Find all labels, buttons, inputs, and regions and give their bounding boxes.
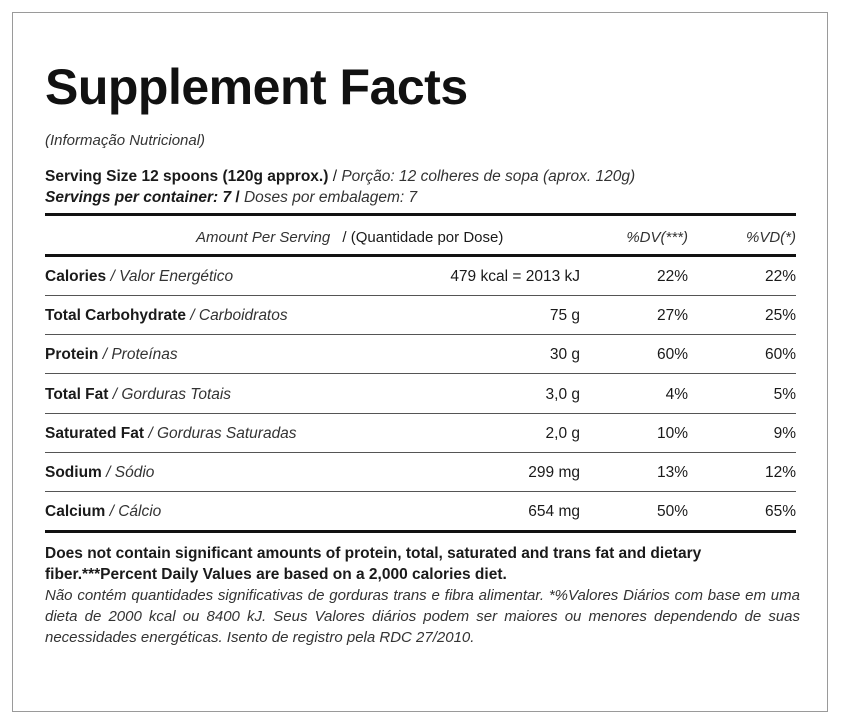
- nutrient-name: [45, 307, 288, 325]
- table-row: [45, 492, 796, 531]
- nutrient-vd: 12%: [764, 464, 796, 481]
- bottom-rule: [45, 530, 796, 533]
- nutrient-name-en: Calcium: [45, 503, 106, 521]
- nutrient-vd: 5%: [773, 385, 796, 403]
- nutrient-name-pt: / Valor Energético: [106, 268, 234, 285]
- servings-separator: /: [231, 189, 244, 206]
- serving-size: [45, 168, 635, 186]
- table-row: [45, 335, 796, 374]
- header-amount-pt: / (Quantidade por Dose): [342, 229, 504, 246]
- nutrient-dv: 60%: [656, 346, 688, 364]
- nutrient-dv: 50%: [656, 503, 688, 521]
- nutrient-name-pt: / Proteínas: [98, 346, 178, 364]
- nutrient-name-pt: / Cálcio: [105, 503, 162, 521]
- serving-size-en: Serving Size 12 spoons (120g approx.): [45, 168, 329, 185]
- nutrient-dv: 22%: [656, 268, 688, 285]
- table-row: [45, 296, 796, 335]
- nutrient-dv: 10%: [656, 424, 688, 442]
- nutrient-vd: 65%: [764, 503, 796, 521]
- nutrient-name: [45, 425, 297, 443]
- header-vd: %VD(*): [745, 229, 796, 246]
- table-row: [45, 257, 796, 296]
- nutrient-amount: 2,0 g: [545, 424, 580, 442]
- serving-size-separator: /: [328, 168, 342, 185]
- nutrient-amount: 299 mg: [528, 464, 580, 481]
- nutrient-amount: 654 mg: [528, 503, 580, 521]
- nutrient-name-pt: / Carboidratos: [185, 307, 288, 325]
- nutrient-name-en: Calories: [45, 268, 107, 285]
- nutrient-dv: 13%: [656, 464, 688, 481]
- nutrient-name-en: Protein: [45, 346, 99, 364]
- footnote-english: Does not contain significant amounts of protein, total, saturated and trans fat and dietary fiber.***Percent Daily Values are based on a 2,000 calories diet.: [45, 545, 702, 583]
- nutrient-name: [45, 464, 154, 482]
- nutrient-amount: 3,0 g: [545, 385, 580, 403]
- nutrient-vd: 9%: [773, 424, 796, 442]
- header-amount: [196, 229, 503, 249]
- nutrient-amount: 479 kcal = 2013 kJ: [450, 268, 580, 285]
- nutrient-vd: 25%: [764, 307, 796, 325]
- label-title: Supplement Facts: [45, 59, 468, 115]
- nutrient-amount: 30 g: [549, 346, 580, 364]
- table-row: [45, 414, 796, 453]
- table-row: [45, 453, 796, 492]
- servings-per-container-en: Servings per container: 7: [45, 189, 232, 206]
- serving-size-pt: Porção: 12 colheres de sopa (aprox. 120g): [341, 168, 636, 185]
- header-dv: %DV(***): [626, 229, 688, 246]
- nutrient-dv: 4%: [665, 385, 688, 403]
- nutrient-name-en: Sodium: [45, 464, 102, 481]
- nutrient-name-pt: / Sódio: [101, 464, 155, 481]
- servings-per-container-pt: Doses por embalagem: 7: [243, 189, 418, 206]
- nutrient-name: [45, 346, 178, 364]
- nutrient-name-pt: / Gorduras Totais: [108, 385, 232, 403]
- nutrient-name-en: Saturated Fat: [45, 424, 145, 442]
- nutrient-name: [45, 268, 233, 286]
- nutrient-dv: 27%: [656, 307, 688, 325]
- nutrient-name-en: Total Carbohydrate: [45, 307, 186, 325]
- footnote-portuguese: Não contém quantidades significativas de gorduras trans e fibra alimentar. *%Valores Diários com base em uma dieta de 2000 kcal ou 8400 kJ. Seus Valores diários podem ser maiores ou menores dependendo de suas necessidades energéticas. Isento de registro pela RDC 27/2010.: [45, 587, 800, 646]
- servings-per-container: [45, 189, 417, 207]
- nutrient-name-pt: / Gorduras Saturadas: [144, 424, 297, 442]
- nutrient-vd: 22%: [764, 268, 796, 285]
- header-amount-en: Amount Per Serving: [196, 229, 331, 246]
- nutrient-vd: 60%: [764, 346, 796, 364]
- nutrient-amount: 75 g: [549, 307, 580, 325]
- table-row: [45, 375, 796, 414]
- top-rule: [45, 213, 796, 216]
- nutrient-name: [45, 386, 231, 404]
- nutrient-name: [45, 503, 161, 521]
- label-subtitle: (Informação Nutricional): [45, 132, 206, 149]
- nutrient-name-en: Total Fat: [45, 385, 109, 403]
